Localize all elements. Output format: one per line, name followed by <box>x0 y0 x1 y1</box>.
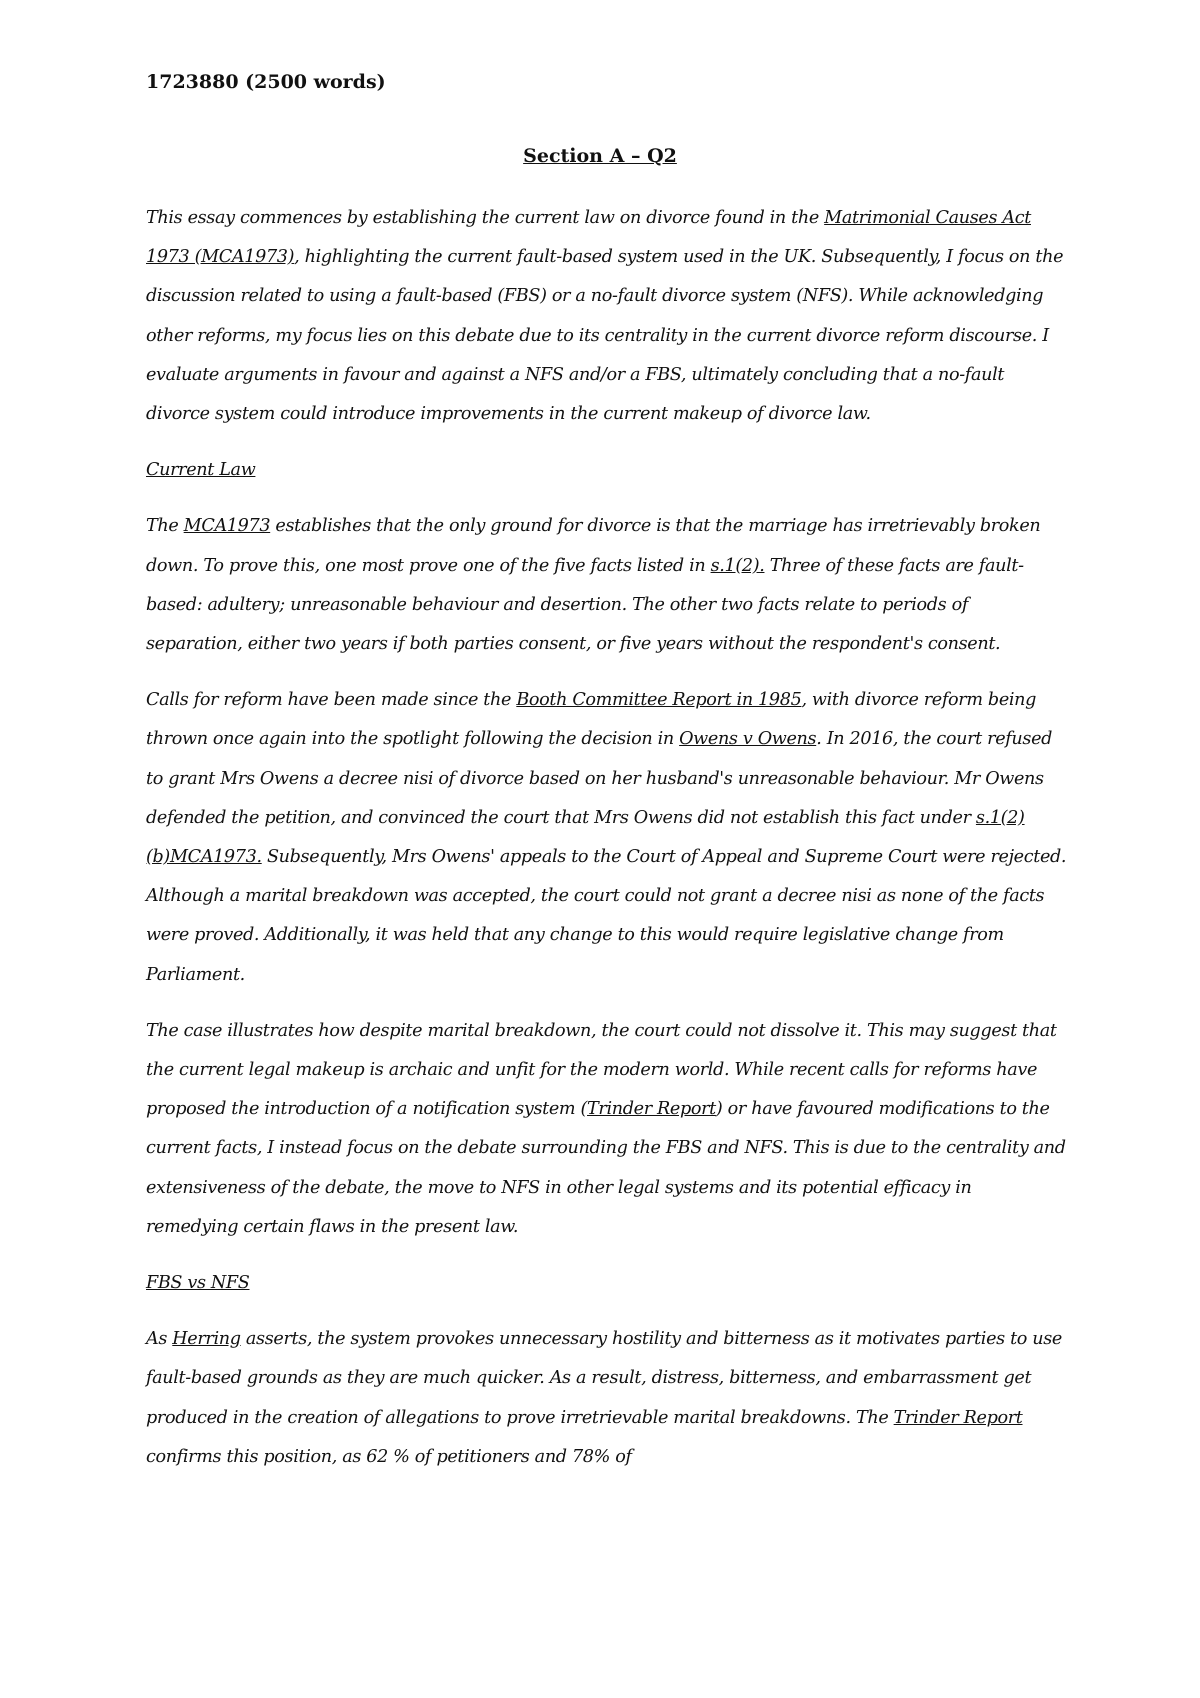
current-law-paragraph-2 <box>146 681 1068 995</box>
cl-p2-text-4: Subsequently, Mrs Owens' appeals to the Court of Appeal and Supreme Court were rejected. Although a marital breakdown was accepted, the court could not grant a decree nisi as none of the facts were proved. Additionally, it was held that any change to this would require legislative change from Parliament. <box>146 847 1067 985</box>
document-id: 1723880 (2500 words) <box>146 71 386 93</box>
cl-p2-text-2: , with divorce reform being thrown once again into the spotlight following the decision in <box>146 690 1037 750</box>
ref-s1-2: s.1(2). <box>710 555 765 576</box>
fn-p1-text-1: As <box>146 1329 173 1350</box>
section-title: Section A – Q2 <box>523 145 677 167</box>
cl-p1-text-1: The <box>146 516 184 537</box>
cl-p3-text-1: The case illustrates how despite marital breakdown, the court could not dissolve it. This may suggest that the current legal makeup is archaic and unfit for the modern world. While recent calls for reforms have proposed the introduction of a notification system ( <box>146 1020 1057 1120</box>
cl-p2-text-3: . In 2016, the court refused to grant Mrs Owens a decree nisi of divorce based on her husband's unreasonable behaviour. Mr Owens defended the petition, and convinced the court that Mrs Owens did not establish this fact under <box>146 729 1053 828</box>
cl-p1-text-3: Three of these facts are fault-based: adultery; unreasonable behaviour and desertion. The other two facts relate to periods of separation, either two years if both parties consent, or five years without the respondent's consent. <box>146 555 1024 655</box>
heading-current-law: Current Law <box>146 460 256 481</box>
cl-p2-text-1: Calls for reform have been made since the <box>146 690 517 711</box>
intro-text-1: This essay commences by establishing the current law on divorce found in the <box>146 208 825 228</box>
ref-s1-2-b: s.1(2)(b)MCA1973. <box>146 807 1025 868</box>
current-law-paragraph-3 <box>146 1012 1068 1247</box>
ref-owens-v-owens: Owens v Owens <box>679 729 817 750</box>
intro-text-2: , highlighting the current fault-based system used in the UK. Subsequently, I focus on the discussion related to using a fault-based (FBS) or a no-fault divorce system (NFS). While acknowledging other reforms, my focus lies on this debate due to its centrality in the current divorce reform discourse. I evaluate arguments in favour and against a NFS and/or a FBS, ultimately concluding that a no-fault divorce system could introduce improvements in the current makeup of divorce law. <box>146 247 1064 425</box>
ref-matrimonial-causes-act: Matrimonial Causes Act 1973 (MCA1973) <box>146 208 1031 268</box>
heading-fbs-vs-nfs: FBS vs NFS <box>146 1273 250 1294</box>
ref-trinder-report-2: Trinder Report <box>893 1407 1023 1428</box>
fbs-nfs-paragraph-1 <box>146 1320 1068 1477</box>
ref-herring: Herring <box>172 1329 241 1350</box>
ref-trinder-report: Trinder Report <box>587 1099 716 1120</box>
cl-p3-text-2: ) or have favoured modifications to the current facts, I instead focus on the debate surrounding the FBS and NFS. This is due to the centrality and extensiveness of the debate, the move to NFS in other legal systems and its potential efficacy in remedying certain flaws in the present law. <box>146 1099 1066 1237</box>
fn-p1-text-2: asserts, the system provokes unnecessary hostility and bitterness as it motivates parties to use fault-based grounds as they are much quicker. As a result, distress, bitterness, and embarrassment get produced in the creation of allegations to prove irretrievable marital breakdowns. The <box>146 1329 1062 1428</box>
cl-p1-text-2: establishes that the only ground for divorce is that the marriage has irretrievably broken down. To prove this, one most prove one of the five facts listed in <box>146 516 1041 576</box>
intro-paragraph <box>146 199 1068 434</box>
current-law-paragraph-1 <box>146 507 1068 664</box>
fn-p1-text-3: confirms this position, as 62 % of petitioners and 78% of <box>146 1446 632 1467</box>
essay-body <box>146 199 1068 1494</box>
ref-mca1973: MCA1973 <box>183 516 271 537</box>
ref-booth-committee-report: Booth Committee Report in 1985 <box>516 690 802 711</box>
